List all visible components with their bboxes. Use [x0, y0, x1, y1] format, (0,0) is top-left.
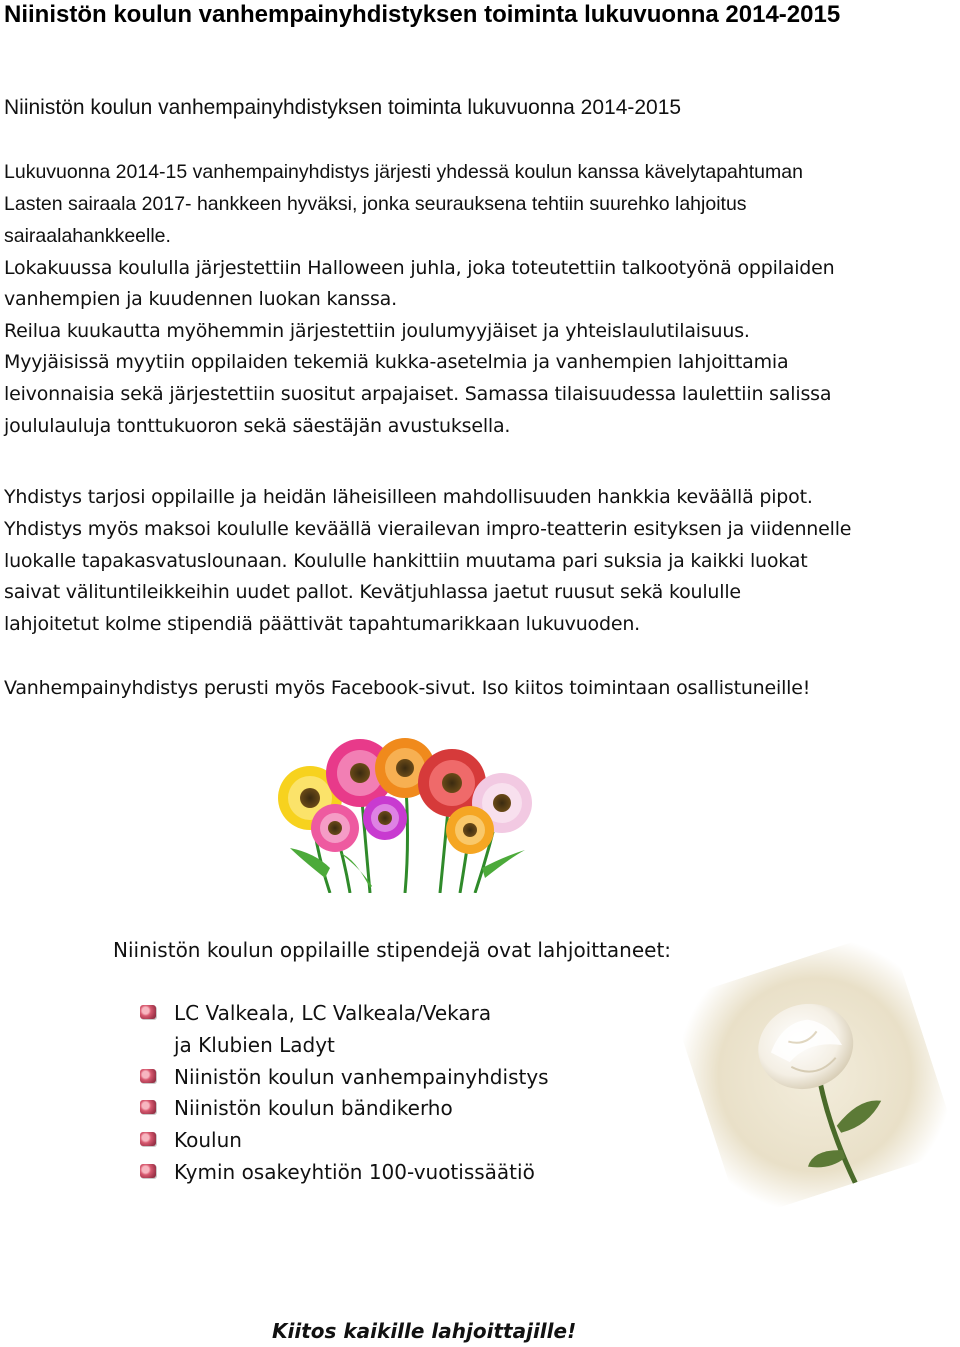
- flower-bullet-icon: [140, 1069, 156, 1083]
- text-line: Yhdistys tarjosi oppilaille ja heidän läheisilleen mahdollisuuden hankkia keväällä pipot.: [4, 486, 813, 508]
- rose-image: [670, 930, 960, 1220]
- flower-bullet-icon: [140, 1100, 156, 1114]
- flower-bullet-icon: [140, 1164, 156, 1178]
- donor-name: Kymin osakeyhtiön 100-vuotissäätiö: [174, 1160, 535, 1184]
- text-line: vanhempien ja kuudennen luokan kanssa.: [4, 288, 397, 310]
- text-line: joululauluja tonttukuoron sekä säestäjän avustuksella.: [4, 415, 511, 437]
- text-line: saivat välituntileikkeihin uudet pallot. Kevätjuhlassa jaetut ruusut sekä koululle: [4, 581, 741, 603]
- donor-name: LC Valkeala, LC Valkeala/Vekara: [174, 1001, 492, 1025]
- text-line: Lokakuussa koululla järjestettiin Halloween juhla, joka toteutettiin talkootyönä oppilaiden: [4, 257, 835, 279]
- text-line: sairaalahankkeelle.: [4, 225, 171, 247]
- page-title: Niinistön koulun vanhempainyhdistyksen toiminta lukuvuonna 2014-2015: [4, 1, 841, 28]
- paragraph-facebook: Vanhempainyhdistys perusti myös Facebook-sivut. Iso kiitos toimintaan osallistuneille!: [4, 677, 811, 699]
- section-title: Niinistön koulun vanhempainyhdistyksen toiminta lukuvuonna 2014-2015: [4, 96, 682, 119]
- text-line: Yhdistys myös maksoi koululle keväällä vierailevan impro-teatterin esityksen ja viidennelle: [4, 518, 852, 540]
- text-line: leivonnaisia sekä järjestettiin suositut arpajaiset. Samassa tilaisuudessa laulettiin salissa: [4, 383, 832, 405]
- donor-name: Koulun: [174, 1128, 242, 1152]
- donor-name: Niinistön koulun bändikerho: [174, 1096, 453, 1120]
- donor-name: ja Klubien Ladyt: [174, 1033, 335, 1057]
- flower-bullet-icon: [140, 1132, 156, 1146]
- text-line: luokalle tapakasvatuslounaan. Koululle hankittiin muutama pari suksia ja kaikki luokat: [4, 550, 808, 572]
- text-line: lahjoitetut kolme stipendiä päättivät tapahtumarikkaan lukuvuoden.: [4, 613, 641, 635]
- text-line: Reilua kuukautta myöhemmin järjestettiin joulumyyjäiset ja yhteislaulutilaisuus.: [4, 320, 750, 342]
- donors-heading: Niinistön koulun oppilaille stipendejä ovat lahjoittaneet:: [113, 938, 672, 962]
- flowers-image: [270, 728, 550, 898]
- flower-bullet-icon: [140, 1005, 156, 1019]
- text-line: Myyjäisissä myytiin oppilaiden tekemiä kukka-asetelmia ja vanhempien lahjoittamia: [4, 351, 789, 373]
- donor-name: Niinistön koulun vanhempainyhdistys: [174, 1065, 549, 1089]
- text-line: Lasten sairaala 2017- hankkeen hyväksi, jonka seurauksena tehtiin suurehko lahjoitus: [4, 193, 747, 215]
- thanks-message: Kiitos kaikille lahjoittajille!: [272, 1319, 577, 1343]
- text-line: Lukuvuonna 2014-15 vanhempainyhdistys järjesti yhdessä koulun kanssa kävelytapahtuman: [4, 161, 803, 183]
